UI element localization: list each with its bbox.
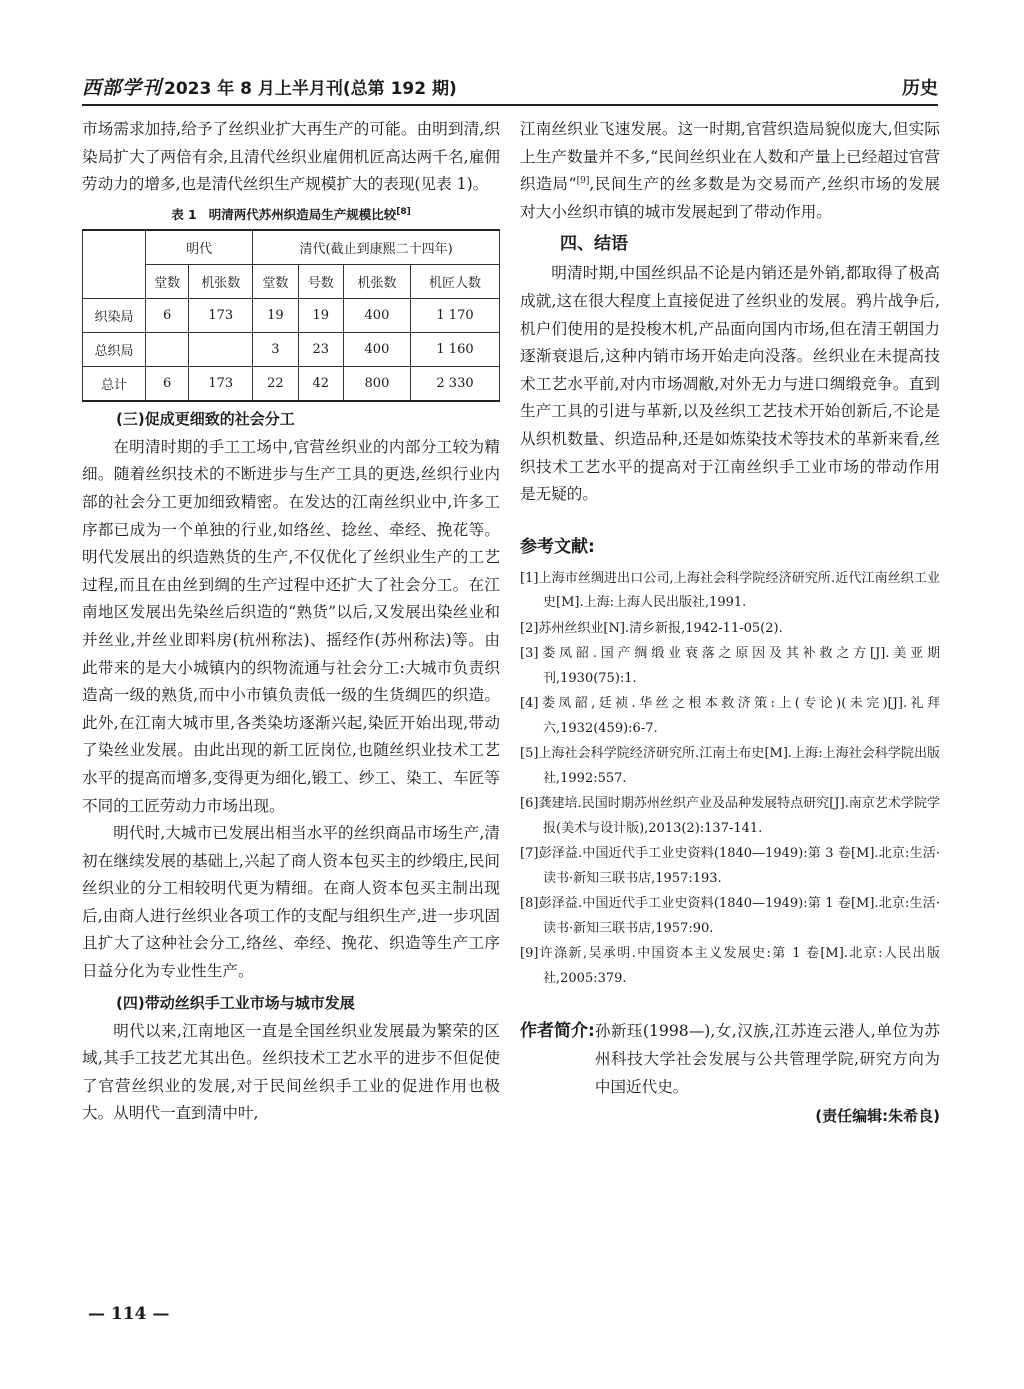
table-group-header: 清代(截止到康熙二十四年): [253, 230, 500, 265]
journal-logo: 西部学刊: [82, 77, 163, 99]
table-column-header: 机匠人数: [411, 264, 500, 298]
paragraph: 明清时期,中国丝织品不论是内销还是外销,都取得了极高成就,这在很大程度上直接促进了丝织业的发展。鸦片战争后,机户们使用的是投梭木机,产品面向国内市场,但在清王朝国力逐渐衰退后,这种内销市场开始走向没落。丝织业在未提高技术工艺水平前,对内市场凋敝,对外无力与进口绸缎竞争。直到生产工具的引进与革新,以及丝织工艺技术开始创新后,不论是从织机数量、织造品种,还是如炼染技术等技术的革新来看,丝织技术工艺水平的提高对于江南丝织手工业市场的带动作用是无疑的。: [520, 264, 940, 504]
references-heading: 参考文献:: [520, 536, 595, 557]
table-row: 总织局 3 23 400 1 160: [83, 332, 500, 366]
paragraph: 市场需求加持,给予了丝织业扩大再生产的可能。由明到清,织染局扩大了两倍有余,且清代丝织业雇佣机匠高达两千名,雇佣劳动力的增多,也是清代丝织生产规模扩大的表现(见表 1)。: [82, 120, 500, 194]
section-name: 历史: [902, 78, 938, 99]
reference-item: [1]上海市丝绸进出口公司,上海社会科学院经济研究所.近代江南丝织工业史[M].上海:上海人民出版社,1991.: [520, 570, 940, 611]
right-column: [520, 116, 940, 1126]
issue-info: 2023 年 8 月上半月刊(总第 192 期): [164, 79, 457, 99]
table-group-header: 明代: [146, 230, 253, 265]
table-row: 织染局 6 173 19 19 400 1 170: [83, 298, 500, 332]
table-column-header: 机张数: [189, 264, 253, 298]
paragraph: 明代时,大城市已发展出相当水平的丝织商品市场生产,清初在继续发展的基础上,兴起了商人资本包买主的纱缎庄,民间丝织业的分工相较明代更为精细。在商人资本包买主制出现后,由商人进行丝织业各项工作的支配与组织生产,进一步巩固且扩大了这种社会分工,络丝、牵经、挽花、织造等生产工序日益分化为专业性生产。: [82, 824, 500, 981]
paragraph: 明代以来,江南地区一直是全国丝织业发展最为繁荣的区域,其手工技艺尤其出色。丝织技术工艺水平的进步不但促使了官营丝织业的发展,对于民间丝织手工业的促进作用也极大。从明代一直到清中叶,: [82, 1021, 500, 1123]
reference-item: [6]龚建培.民国时期苏州丝织产业及品种发展特点研究[J].南京艺术学院学报(美术与设计版),2013(2):137-141.: [520, 796, 940, 836]
paragraph: 江南丝织业飞速发展。这一时期,官营织造局貌似庞大,但实际上生产数量并不多,“民间丝织业在人数和产量上已经超过官营织造局”[9],民间生产的丝多数是为交易而产,丝织市场的发展对大小丝织市镇的城市发展起到了带动作用。: [520, 120, 940, 221]
citation: [9]: [576, 176, 590, 186]
editor-note: (责任编辑:朱希良): [815, 1107, 940, 1126]
table-column-header: 堂数: [253, 264, 298, 298]
subsection-heading: (三)促成更细致的社会分工: [116, 409, 295, 428]
section-heading: 四、结语: [560, 234, 628, 255]
reference-item: [8]彭泽益.中国近代手工业史资料(1840—1949):第 1 卷[M].北京:生活·读书·新知三联书店,1957:90.: [520, 896, 940, 936]
author-label: 作者简介:: [520, 1021, 595, 1042]
author-bio: [520, 1017, 940, 1101]
table-caption: 表 1 明清两代苏州织造局生产规模比较[8]: [171, 206, 411, 222]
journal-info: [82, 73, 457, 100]
table-row: 总计 6 173 22 42 800 2 330: [83, 366, 500, 401]
reference-item: [2]苏州丝织业[N].清乡新报,1942-11-05(2).: [520, 620, 783, 636]
author-text: 孙新珏(1998—),女,汉族,江苏连云港人,单位为苏州科技大学社会发展与公共管理学院,研究方向为中国近代史。: [594, 1022, 940, 1097]
reference-item: [9]许涤新,吴承明.中国资本主义发展史:第 1 卷[M].北京:人民出版社,2005:379.: [520, 946, 940, 986]
subsection-heading: (四)带动丝织手工业市场与城市发展: [116, 993, 355, 1012]
reference-item: [5]上海社会科学院经济研究所.江南土布史[M].上海:上海社会科学院出版社,1992:557.: [520, 746, 940, 786]
page-number: — 114 —: [88, 1304, 170, 1324]
table-column-header: 堂数: [146, 264, 189, 298]
reference-list: [520, 567, 940, 992]
data-table: [82, 229, 500, 402]
reference-item: [7]彭泽益.中国近代手工业史资料(1840—1949):第 3 卷[M].北京:生活·读书·新知三联书店,1957:193.: [520, 846, 940, 886]
table-column-header: 机张数: [343, 264, 410, 298]
reference-item: [3]娄凤韶.国产绸缎业衰落之原因及其补救之方[J].美亚期刊,1930(75):1.: [520, 646, 940, 686]
page-header: [82, 68, 938, 106]
reference-item: [4]娄凤韶,廷祯.华丝之根本救济策:上(专论)(未完)[J].礼拜六,1932(459):6-7.: [520, 696, 940, 736]
table-column-header: 号数: [298, 264, 343, 298]
paragraph: 在明清时期的手工工场中,官营丝织业的内部分工较为精细。随着丝织技术的不断进步与生产工具的更迭,丝织行业内部的社会分工更加细致精密。在发达的江南丝织业中,许多工序都已成为一个单独的行业,如络丝、捻丝、牵经、挽花等。明代发展出的织造熟货的生产,不仅优化了丝织业生产的工艺过程,而且在由丝到绸的生产过程中还扩大了社会分工。在江南地区发展出先染丝后织造的“熟货”以后,又发展出染丝业和并丝业,并丝业即料房(杭州称法)、摇经作(苏州称法)等。由此带来的是大小城镇内的织物流通与社会分工:大城市负责织造高一级的熟货,而中小市镇负责低一级的生货绸匹的织造。此外,在江南大城市里,各类染坊逐渐兴起,染匠开始出现,带动了染丝业发展。由此出现的新工匠岗位,也随丝织业技术工艺水平的提高而增多,变得更为细化,锻工、纱工、染工、车匠等不同的工匠劳动力市场出现。: [82, 437, 500, 815]
left-column: [82, 116, 500, 1128]
